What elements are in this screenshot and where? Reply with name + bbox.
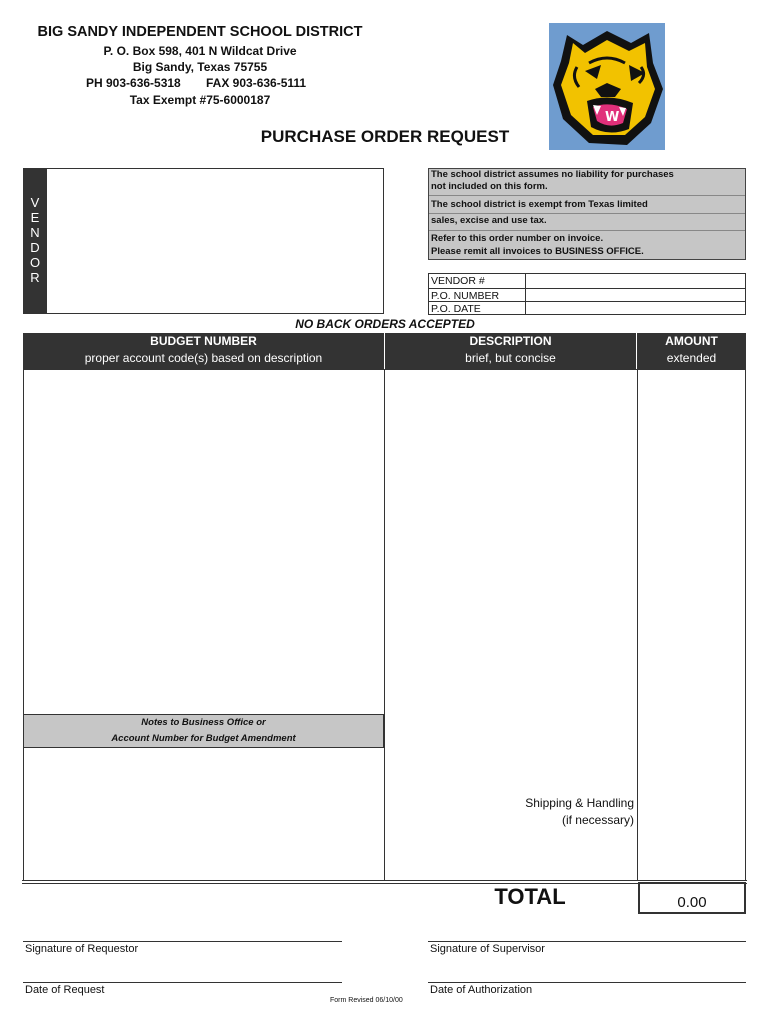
notes-line-2: Account Number for Budget Amendment <box>111 733 296 744</box>
tax-exempt-number: Tax Exempt #75-6000187 <box>129 93 271 107</box>
requestor-signature-label: Signature of Requestor <box>25 943 139 955</box>
date-of-authorization-line[interactable] <box>428 982 746 983</box>
logo-letter: W <box>605 110 620 125</box>
district-name: BIG SANDY INDEPENDENT SCHOOL DISTRICT <box>37 24 363 40</box>
address-line-1: P. O. Box 598, 401 N Wildcat Drive <box>103 44 297 58</box>
vendor-field[interactable] <box>23 168 384 314</box>
vendor-letter: D <box>30 240 40 255</box>
fax-number: FAX 903-636-5111 <box>206 76 307 90</box>
budget-number-subtitle: proper account code(s) based on description <box>84 351 323 365</box>
no-back-orders-notice: NO BACK ORDERS ACCEPTED <box>295 317 475 331</box>
notice-line: Refer to this order number on invoice. <box>431 233 604 244</box>
amount-subtitle: extended <box>666 351 717 365</box>
date-of-request-label: Date of Request <box>25 984 105 996</box>
description-header <box>385 333 636 369</box>
vendor-number-row[interactable] <box>429 274 745 288</box>
shipping-line-2: (if necessary) <box>561 813 634 827</box>
notice-line: not included on this form. <box>431 181 548 192</box>
budget-number-field[interactable] <box>23 369 385 715</box>
vendor-letter: N <box>30 225 40 240</box>
vendor-number-label: VENDOR # <box>431 275 485 287</box>
phone-number: PH 903-636-5318 <box>86 76 181 90</box>
po-date-label: P.O. DATE <box>431 303 481 315</box>
requestor-signature-line[interactable] <box>23 941 342 942</box>
total-label: TOTAL <box>494 884 566 909</box>
notice-line: The school district assumes no liability for purchases <box>431 169 674 180</box>
description-subtitle: brief, but concise <box>465 351 556 365</box>
vendor-letter: R <box>30 270 40 285</box>
po-fields-table <box>428 273 746 315</box>
page-title: PURCHASE ORDER REQUEST <box>260 127 510 146</box>
notice-line: Please remit all invoices to BUSINESS OFFICE. <box>431 246 644 257</box>
notes-line-1: Notes to Business Office or <box>141 717 266 728</box>
shipping-line-1: Shipping & Handling <box>525 796 634 810</box>
total-amount: 0.00 <box>638 882 746 914</box>
supervisor-signature-label: Signature of Supervisor <box>430 943 545 955</box>
amount-title: AMOUNT <box>665 334 718 348</box>
notes-header <box>23 714 384 748</box>
notice-box <box>428 168 746 260</box>
address-line-2: Big Sandy, Texas 75755 <box>132 60 268 74</box>
po-number-label: P.O. NUMBER <box>431 290 500 302</box>
notice-line: The school district is exempt from Texas limited <box>431 199 648 210</box>
amount-field[interactable] <box>637 369 746 881</box>
budget-number-title: BUDGET NUMBER <box>150 334 257 348</box>
date-of-authorization-label: Date of Authorization <box>430 984 533 996</box>
amount-header <box>637 333 746 369</box>
vendor-letter: E <box>30 210 40 225</box>
supervisor-signature-line[interactable] <box>428 941 746 942</box>
budget-number-header <box>23 333 384 369</box>
shipping-handling-label <box>450 795 634 829</box>
notes-field[interactable] <box>23 747 385 881</box>
notice-line: sales, excise and use tax. <box>431 215 547 226</box>
description-title: DESCRIPTION <box>469 334 552 348</box>
vendor-label-strip <box>23 168 47 314</box>
form-revision: Form Revised 06/10/00 <box>330 997 403 1004</box>
date-of-request-line[interactable] <box>23 982 342 983</box>
vendor-letter: V <box>30 195 40 210</box>
po-date-row[interactable] <box>429 301 745 316</box>
vendor-letter: O <box>29 255 41 270</box>
